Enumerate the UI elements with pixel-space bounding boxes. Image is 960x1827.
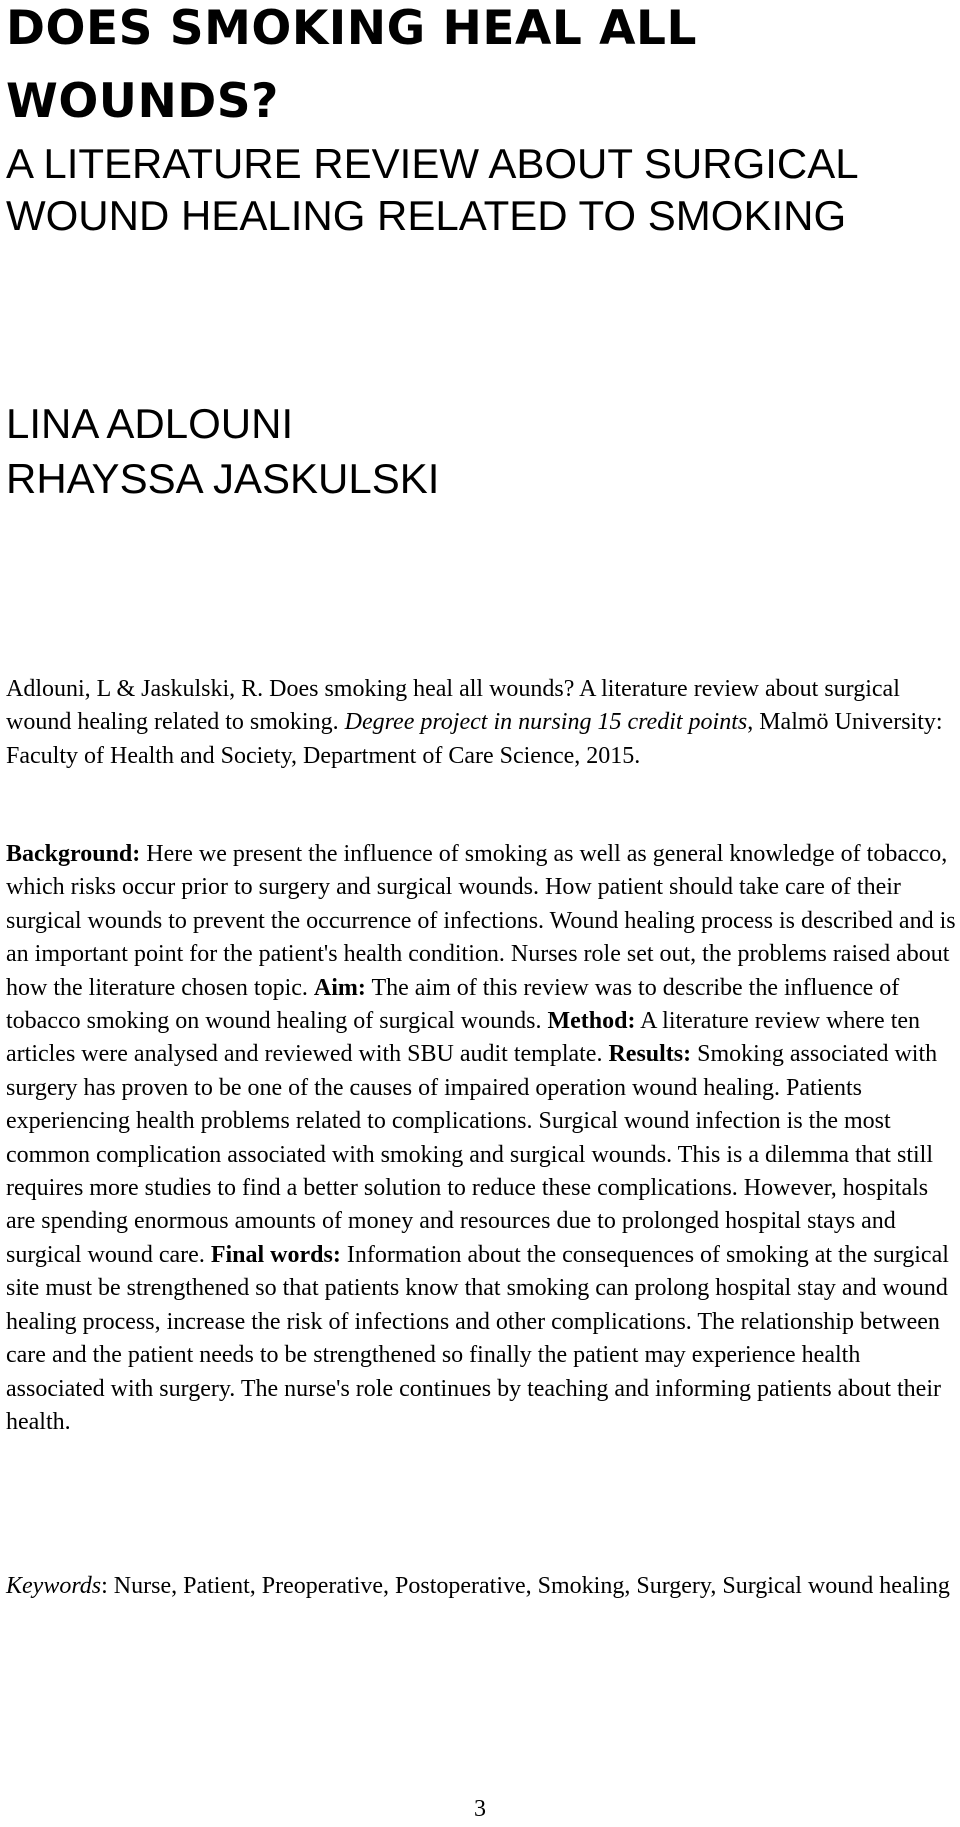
results-text: Smoking associated with surgery has proven to be one of the causes of impaired operation wound healing. Patients experiencing health problems related to complications. Surgical wound infection is the most common complication associated with smoking and surgical wounds. This is a dilemma that still requires more studies to find a better solution to reduce these complications. However, hospitals are spending enormous amounts of money and resources due to prolonged hospital stays and surgical wound care. (6, 1041, 938, 1268)
citation-italic: Degree project in nursing 15 credit points (344, 709, 748, 736)
citation-paragraph (6, 673, 956, 773)
citation-lead: Adlouni, L & Jaskulski, R. Does smoking heal all wounds? A literature review about surgical wound healing related to smoking. (6, 676, 900, 736)
aim-label: Aim: (313, 974, 366, 1001)
method-label: Method: (547, 1008, 636, 1035)
keywords-text: : Nurse, Patient, Preoperative, Postoperative, Smoking, Surgery, Surgical wound healing (101, 1573, 950, 1599)
abstract-paragraph (6, 838, 956, 1439)
author-name: LINA ADLOUNI (6, 400, 294, 447)
aim-text: The aim of this review was to describe the influence of tobacco smoking on wound healing of surgical wounds. (6, 974, 900, 1035)
keywords-label: Keywords (6, 1573, 102, 1599)
method-text: A literature review where ten articles were analysed and reviewed with SBU audit template. (6, 1008, 921, 1068)
final-words-label: Final words: (210, 1241, 341, 1268)
background-text: Here we present the influence of smoking as well as general knowledge of tobacco, which risks occur prior to surgery and surgical wounds. How patient should take care of their surgical wounds to prevent the occurrence of infections. Wound healing process is described and is an important point for the patient's health condition. Nurses role set out, the problems raised about how the literature chosen topic. (6, 841, 956, 1001)
keywords-paragraph (6, 1570, 956, 1603)
page-number: 3 (474, 1796, 486, 1822)
author-list (6, 396, 946, 506)
page-subtitle: A LITERATURE REVIEW ABOUT SURGICAL WOUND HEALING RELATED TO SMOKING (6, 140, 858, 239)
citation-tail: , Malmö University: Faculty of Health and Society, Department of Care Science, 2015. (6, 709, 943, 769)
background-label: Background: (6, 841, 141, 867)
final-words-text: Information about the consequences of smoking at the surgical site must be strengthened so that patients know that smoking can prolong hospital stay and wound healing process, increase the risk of infections and other complications. The relationship between care and the patient needs to be strengthened so finally the patient may experience health associated with surgery. The nurse's role continues by teaching and informing patients about their health. (6, 1241, 949, 1435)
page-title: DOES SMOKING HEAL ALL WOUNDS? (6, 1, 697, 129)
author-name: RHAYSSA JASKULSKI (6, 455, 440, 502)
results-label: Results: (608, 1041, 692, 1068)
